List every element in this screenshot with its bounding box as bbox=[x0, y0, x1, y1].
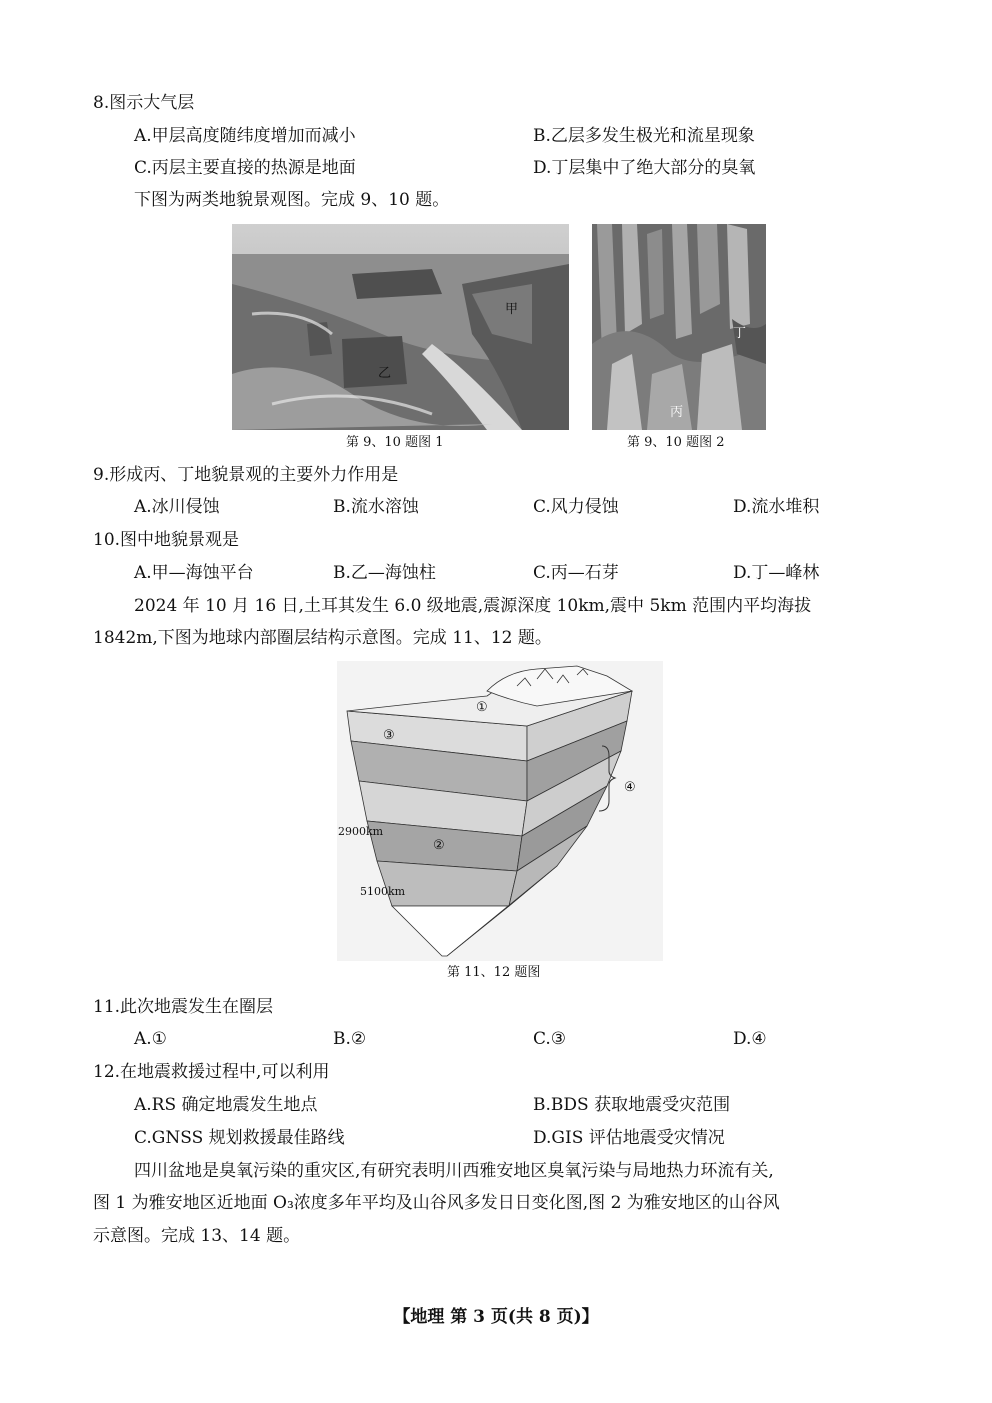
q10-option-c: C.丙—石芽 bbox=[533, 563, 619, 583]
fig1-caption: 第 9、10 题图 1 bbox=[346, 435, 444, 450]
fig2-caption: 第 9、10 题图 2 bbox=[627, 435, 725, 450]
label-jia: 甲 bbox=[505, 302, 519, 317]
intro-13-14-line2: 图 1 为雅安地区近地面 O₃浓度多年平均及山谷风多发日日变化图,图 2 为雅安地区的山谷风 bbox=[93, 1193, 780, 1213]
q9-option-a: A.冰川侵蚀 bbox=[134, 497, 220, 517]
q10-option-d: D.丁—峰林 bbox=[733, 563, 820, 583]
q9-option-d: D.流水堆积 bbox=[733, 497, 820, 517]
q12-option-c: C.GNSS 规划救援最佳路线 bbox=[134, 1128, 345, 1148]
intro-9-10: 下图为两类地貌景观图。完成 9、10 题。 bbox=[134, 190, 450, 210]
q12-option-d: D.GIS 评估地震受灾情况 bbox=[533, 1128, 725, 1148]
q11-stem: 11.此次地震发生在圈层 bbox=[93, 997, 274, 1017]
intro-13-14-line1: 四川盆地是臭氧污染的重灾区,有研究表明川西雅安地区臭氧污染与局地热力环流有关, bbox=[134, 1161, 774, 1181]
q11-option-b: B.② bbox=[333, 1029, 367, 1049]
fig3-caption: 第 11、12 题图 bbox=[447, 965, 541, 980]
q10-option-b: B.乙—海蚀柱 bbox=[333, 563, 436, 583]
coastal-landform-photo bbox=[232, 224, 569, 430]
q11-option-d: D.④ bbox=[733, 1029, 767, 1049]
q11-option-c: C.③ bbox=[533, 1029, 567, 1049]
q9-option-c: C.风力侵蚀 bbox=[533, 497, 619, 517]
q11-option-a: A.① bbox=[134, 1029, 167, 1049]
q12-option-a: A.RS 确定地震发生地点 bbox=[134, 1095, 318, 1115]
page-footer: 【地理 第 3 页(共 8 页)】 bbox=[393, 1307, 599, 1327]
q9-stem: 9.形成丙、丁地貌景观的主要外力作用是 bbox=[93, 465, 399, 485]
q8-option-d: D.丁层集中了绝大部分的臭氧 bbox=[533, 158, 756, 178]
q12-stem: 12.在地震救援过程中,可以利用 bbox=[93, 1062, 330, 1082]
q10-option-a: A.甲—海蚀平台 bbox=[134, 563, 254, 583]
q8-option-c: C.丙层主要直接的热源是地面 bbox=[134, 158, 356, 178]
earth-interior-diagram bbox=[337, 661, 663, 961]
layer-label-4: ④ bbox=[624, 780, 636, 795]
q10-stem: 10.图中地貌景观是 bbox=[93, 530, 240, 550]
layer-label-1: ① bbox=[476, 700, 488, 715]
depth-2900km: 2900km bbox=[338, 825, 384, 838]
label-bing: 丙 bbox=[670, 405, 684, 420]
q8-stem: 8.图示大气层 bbox=[93, 93, 195, 113]
q8-option-a: A.甲层高度随纬度增加而减小 bbox=[134, 126, 356, 146]
intro-13-14-line3: 示意图。完成 13、14 题。 bbox=[93, 1226, 301, 1246]
q8-option-b: B.乙层多发生极光和流星现象 bbox=[533, 126, 755, 146]
q9-option-b: B.流水溶蚀 bbox=[333, 497, 419, 517]
intro-11-12-line2: 1842m,下图为地球内部圈层结构示意图。完成 11、12 题。 bbox=[93, 628, 552, 648]
label-ding: 丁 bbox=[733, 326, 747, 341]
depth-5100km: 5100km bbox=[360, 885, 406, 898]
q12-option-b: B.BDS 获取地震受灾范围 bbox=[533, 1095, 731, 1115]
layer-label-3: ③ bbox=[383, 728, 395, 743]
layer-label-2: ② bbox=[433, 838, 445, 853]
intro-11-12-line1: 2024 年 10 月 16 日,土耳其发生 6.0 级地震,震源深度 10km,震中 5km 范围内平均海拔 bbox=[134, 596, 812, 616]
label-yi: 乙 bbox=[378, 366, 392, 381]
